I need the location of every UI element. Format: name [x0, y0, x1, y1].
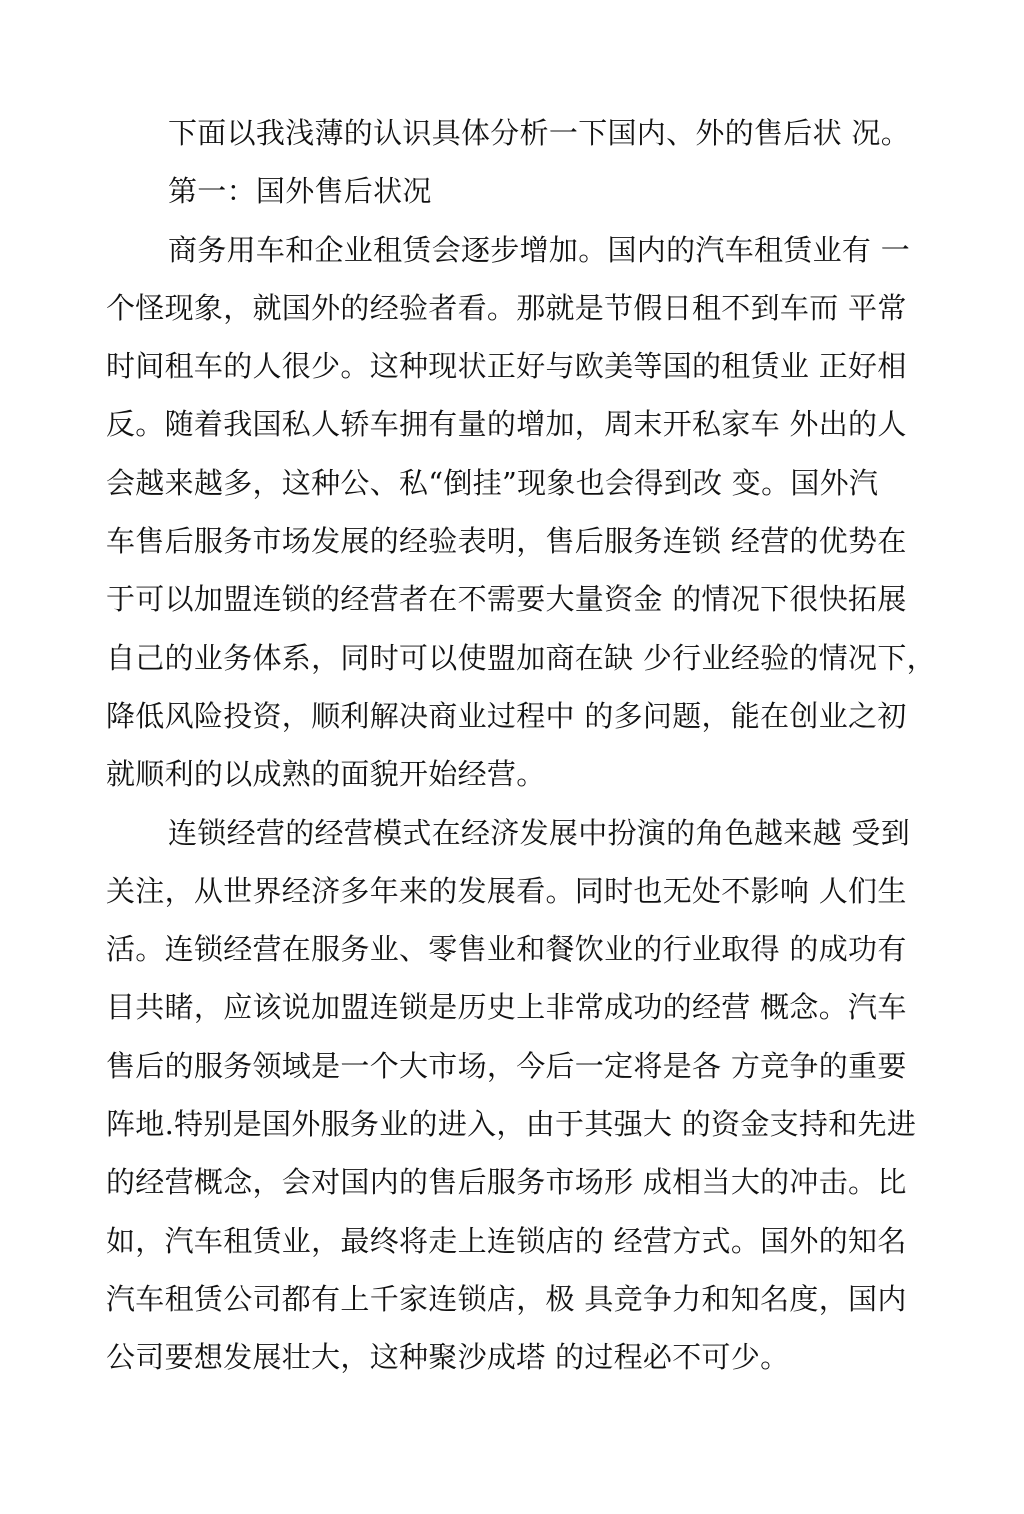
text-line: 阵地.特别是国外服务业的进入，由于其强大 的资金支持和先进	[106, 1107, 917, 1142]
paragraph-intro	[106, 104, 922, 162]
text-line: 个怪现象，就国外的经验者看。那就是节假日租不到车而 平常	[106, 290, 907, 325]
text-line: 于可以加盟连锁的经营者在不需要大量资金 的情况下很快拓展	[106, 582, 907, 617]
paragraph-business-rental	[106, 221, 936, 804]
text-line: 活。连锁经营在服务业、零售业和餐饮业的行业取得 的成功有	[106, 932, 907, 967]
text-line: 降低风险投资，顺利解决商业过程中 的多问题，能在创业之初	[106, 698, 907, 733]
text-line: 汽车租赁公司都有上千家连锁店，极 具竞争力和知名度，国内	[106, 1281, 907, 1316]
text-line: 商务用车和企业租赁会逐步增加。国内的汽车租赁业有 一	[168, 232, 911, 267]
text-line: 下面以我浅薄的认识具体分析一下国内、外的售后状 况。	[168, 116, 911, 150]
text-line: 车售后服务市场发展的经验表明，售后服务连锁 经营的优势在	[106, 524, 907, 559]
text-line: 售后的服务领域是一个大市场，今后一定将是各 方竞争的重要	[106, 1048, 907, 1083]
text-line: 反。随着我国私人轿车拥有量的增加，周末开私家车 外出的人	[106, 407, 907, 442]
section-heading	[106, 162, 922, 220]
text-line: 时间租车的人很少。这种现状正好与欧美等国的租赁业 正好相	[106, 349, 907, 384]
text-line: 的经营概念，会对国内的售后服务市场形 成相当大的冲击。比	[106, 1165, 907, 1200]
text-line: 第一：国外售后状况	[168, 174, 432, 209]
text-line: 关注，从世界经济多年来的发展看。同时也无处不影响 人们生	[106, 873, 907, 908]
text-line: 连锁经营的经营模式在经济发展中扮演的角色越来越 受到	[168, 815, 911, 850]
text-line: 如，汽车租赁业，最终将走上连锁店的 经营方式。国外的知名	[106, 1223, 907, 1258]
text-line: 会越来越多，这种公、私“倒挂”现象也会得到改 变。国外汽	[106, 465, 879, 500]
paragraph-chain-operation	[106, 804, 922, 1387]
text-line: 自己的业务体系，同时可以使盟加商在缺 少行业经验的情况下，	[106, 640, 936, 675]
text-line: 公司要想发展壮大，这种聚沙成塔 的过程必不可少。	[106, 1340, 790, 1375]
document-body	[106, 104, 936, 1387]
text-line: 目共睹，应该说加盟连锁是历史上非常成功的经营 概念。汽车	[106, 990, 907, 1025]
text-line: 就顺利的以成熟的面貌开始经营。	[106, 757, 546, 792]
